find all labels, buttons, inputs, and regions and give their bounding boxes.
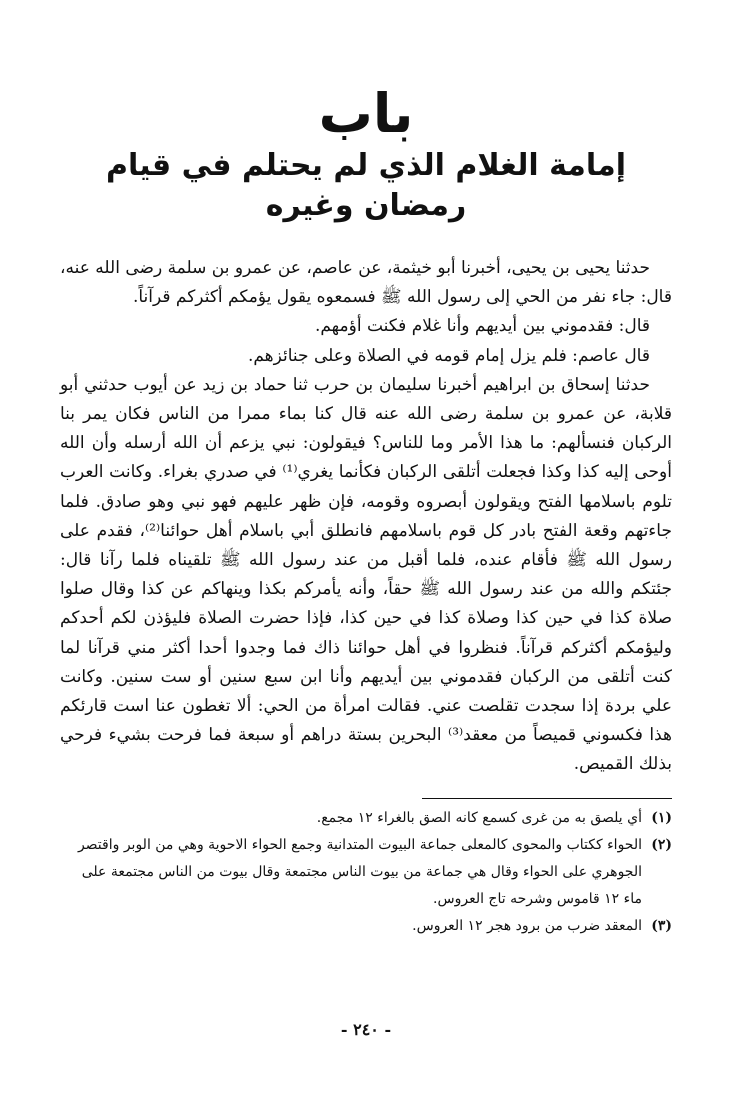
chapter-label: باب <box>318 82 414 145</box>
paragraph: حدثنا يحيى بن يحيى، أخبرنا أبو خيثمة، عن عاصم، عن عمرو بن سلمة رضى الله عنه، قال: جاء نفر من الحي إلى رسول الله ﷺ فسمعوه يقول يؤمكم أكثركم قرآناً. <box>60 258 672 308</box>
paragraph: حدثنا إسحاق بن ابراهيم أخبرنا سليمان بن حرب ثنا حماد بن زيد عن أيوب حدثني أبو قلابة، عن عمرو بن سلمة رضى الله عنه قال كنا بماء ممرا من الناس فكان يمر بنا الركبان فنسألهم: ما هذا الأمر وما للناس؟ فيقولون: نبي يزعم أن الله أرسله وأن الله أوحى إليه كذا وكذا فجعلت أتلقى الركبان فكأنما يغري⁽¹⁾ في صدري بغراء. وكانت العرب تلوم باسلامها الفتح ويقولون أبصروه وقومه، فإن ظهر عليهم فهو نبي وهو صادق. فلما جاءتهم وقعة الفتح بادر كل قوم باسلامهم فانطلق أبي باسلام أهل حوائنا⁽²⁾، فقدم على رسول الله ﷺ فأقام عنده، فلما أقبل من عند رسول الله ﷺ تلقيناه فلما رآنا قال: جئتكم والله من عند رسول الله ﷺ حقاً، وأنه يأمركم بكذا وينهاكم عن كذا وقال صلوا صلاة كذا في حين كذا وصلاة كذا في حين كذا، فإذا حضرت الصلاة فليؤذن لكم أحدكم وليؤمكم أكثركم قرآناً. فنظروا في أهل حوائنا ذاك فما وجدوا أحدا أكثر مني قرآنا لما كنت أتلقى من الركبان فقدموني بين أيديهم وأنا ابن سبع سنين أو ست سنين. وكانت علي بردة إذا سجدت تقلصت عني. فقالت امرأة من الحي: ألا تغطون عنا است قارئكم هذا فكسوني قميصاً من معقد⁽³⁾ البحرين بستة دراهم أو سبعة فما فرحت بشيء فرحي بذلك القميص. <box>60 374 672 775</box>
footnote-text: الحواء ككتاب والمحوى كالمعلى جماعة البيوت المتدانية وجمع الحواء الاحوية وهي من الوبر واقتصر الجوهري على الحواء وقال هي جماعة من بيوت الناس مجتمعة وقال بيوت من الناس مجتمعة على ماء ١٢ قاموس وشرحه تاج العروس. <box>77 836 642 907</box>
page-number: - ٢٤٠ - <box>340 1020 392 1039</box>
footnote-text: المعقد ضرب من برود هجر ١٢ العروس. <box>412 917 642 934</box>
chapter-title: إمامة الغلام الذي لم يحتلم في قيام رمضان وغيره <box>105 148 626 223</box>
footnotes <box>60 805 672 940</box>
footnote-number: (٢) <box>651 836 672 853</box>
paragraph: قال: فقدموني بين أيديهم وأنا غلام فكنت أؤمهم. <box>314 316 650 337</box>
main-text <box>60 254 672 780</box>
footnote-number: (١) <box>651 809 672 826</box>
footnote-divider <box>422 798 672 799</box>
footnote <box>60 832 672 913</box>
footnote <box>60 805 672 832</box>
paragraph: قال عاصم: فلم يزل إمام قومه في الصلاة وعلى جنائزهم. <box>247 345 650 366</box>
footnote-number: (٣) <box>651 917 672 934</box>
footnote-text: أي يلصق به من غرى كسمع كانه الصق بالغراء ١٢ مجمع. <box>316 809 642 826</box>
footnote <box>60 913 672 940</box>
